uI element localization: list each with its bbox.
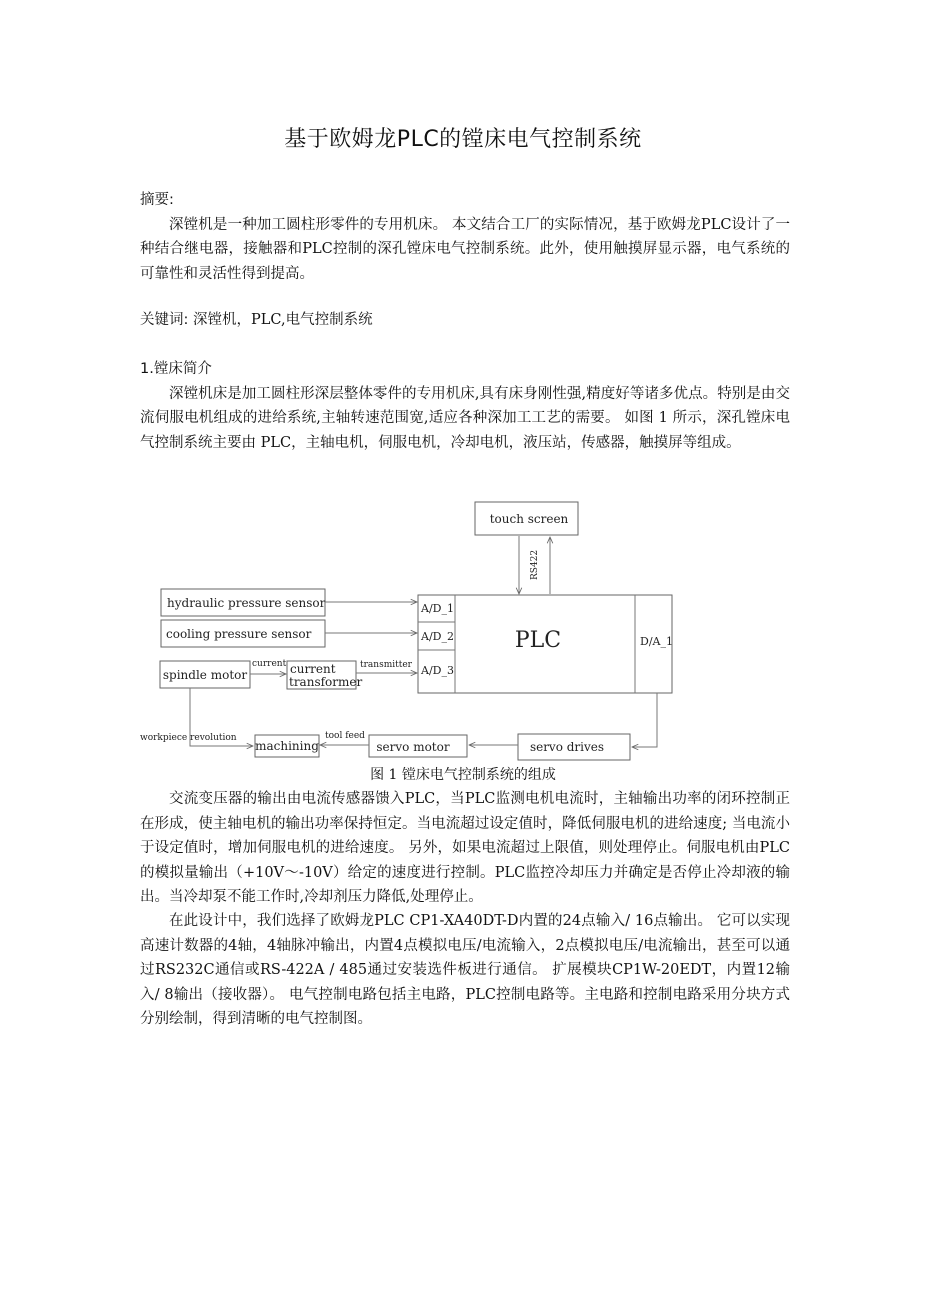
abstract-label: 摘要: xyxy=(140,192,174,208)
paragraph-3-text: 在此设计中，我们选择了欧姆龙PLC CP1-XA40DT-D内置的24点输入/ 16点输出。 它可以实现高速计数器的4轴，4轴脉冲输出，内置4点模拟电压/电流输入，2点模拟电压/电流输出，甚至可以通过RS232C通信或RS-422A / 485通过安装选件板进行通信。 扩展模块CP1W-20EDT，内置12输入/ 8输出（接收器）。 电气控制电路包括主电路，PLC控制电路等。主电路和控制电路采用分块方式分别绘制，得到清晰的电气控制图。 xyxy=(140,913,790,1027)
machining-label: machining xyxy=(255,739,319,753)
transmitter-label: transmitter xyxy=(360,660,412,670)
servo-drives-label: servo drives xyxy=(529,740,605,754)
paragraph-2 xyxy=(140,787,790,910)
hydraulic-sensor-label: hydraulic pressure sensor xyxy=(167,596,326,610)
spindle-motor-label: spindle motor xyxy=(162,668,248,682)
current-transformer-line2: transformer xyxy=(289,675,363,689)
keywords-text: 深镗机，PLC,电气控制系统 xyxy=(193,312,373,328)
paragraph-3 xyxy=(140,909,790,1032)
section-1-heading: 1.镗床简介 xyxy=(140,361,212,377)
plc-label: PLC xyxy=(514,628,562,653)
current-transformer-line1: current xyxy=(290,662,336,676)
section-1-text: 深镗机床是加工圆柱形深层整体零件的专用机床,具有床身刚性强,精度好等诸多优点。特别是由交流伺服电机组成的进给系统,主轴转速范围宽,适应各种深加工工艺的需要。 如图 1 所示，深孔镗床电气控制系统主要由 PLC，主轴电机，伺服电机，冷却电机，液压站，传感器，触摸屏等组成。 xyxy=(140,385,790,451)
ad1-label: A/D_1 xyxy=(421,602,454,615)
workpiece-revolution-label: workpiece revolution xyxy=(140,733,237,743)
touch-screen-label: touch screen xyxy=(489,512,569,526)
figure-caption: 图 1 镗床电气控制系统的组成 xyxy=(370,767,556,783)
servo-motor-label: servo motor xyxy=(376,740,450,754)
cooling-sensor-label: cooling pressure sensor xyxy=(166,627,312,641)
page-title: 基于欧姆龙PLC的镗床电气控制系统 xyxy=(284,127,642,152)
rs422-label: RS422 xyxy=(530,549,540,580)
da-to-servo-drives-arrow xyxy=(632,693,657,747)
abstract-text: 深镗机是一种加工圆柱形零件的专用机床。 本文结合工厂的实际情况，基于欧姆龙PLC设计了一种结合继电器，接触器和PLC控制的深孔镗床电气控制系统。此外，使用触摸屏显示器，电气系统的可靠性和灵活性得到提高。 xyxy=(140,216,790,282)
da1-label: D/A_1 xyxy=(640,635,673,648)
keywords-label: 关键词: xyxy=(140,312,189,328)
ad2-label: A/D_2 xyxy=(421,630,454,643)
ad3-label: A/D_3 xyxy=(421,664,454,677)
tool-feed-label: tool feed xyxy=(325,731,365,741)
current-label: current xyxy=(252,659,287,669)
paragraph-2-text: 交流变压器的输出由电流传感器馈入PLC，当PLC监测电机电流时，主轴输出功率的闭环控制正在形成，使主轴电机的输出功率保持恒定。当电流超过设定值时，降低伺服电机的进给速度; 当电流小于设定值时，增加伺服电机的进给速度。 另外，如果电流超过上限值，则处理停止。伺服电机由PLC的模拟量输出（+10V～-10V）给定的速度进行控制。PLC监控冷却压力并确定是否停止冷却液的输出。当冷却泵不能工作时,冷却剂压力降低,处理停止。 xyxy=(140,791,790,905)
